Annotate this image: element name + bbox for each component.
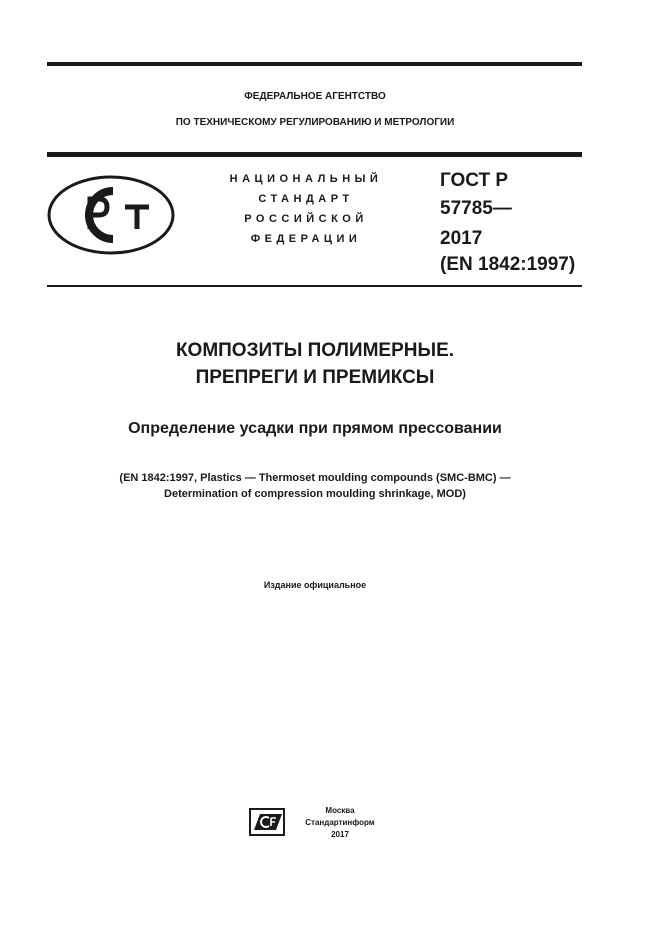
- publisher-name: Стандартинформ: [305, 818, 375, 827]
- rst-certification-logo-icon: [47, 175, 175, 255]
- gost-year: 2017: [440, 228, 483, 249]
- publisher-city: Москва: [325, 806, 355, 815]
- bottom-rule: [47, 285, 582, 287]
- edition-label: Издание официальное: [263, 580, 367, 590]
- publisher-year: 2017: [331, 830, 349, 839]
- national-line-1: НАЦИОНАЛЬНЫЙ: [229, 173, 383, 185]
- standartinform-logo-icon: [249, 808, 285, 836]
- agency-line-1: ФЕДЕРАЛЬНОЕ АГЕНТСТВО: [244, 91, 386, 102]
- top-rule: [47, 62, 582, 66]
- national-line-4: ФЕДЕРАЦИИ: [250, 233, 362, 245]
- page-subtitle: Определение усадки при прямом прессовании: [128, 420, 502, 437]
- middle-rule: [47, 152, 582, 157]
- gost-number: 57785—: [440, 198, 512, 219]
- page-title-line-1: КОМПОЗИТЫ ПОЛИМЕРНЫЕ.: [175, 340, 455, 361]
- national-line-3: РОССИЙСКОЙ: [244, 213, 368, 225]
- national-line-2: СТАНДАРТ: [258, 193, 354, 205]
- page-title-line-2: ПРЕПРЕГИ И ПРЕМИКСЫ: [195, 367, 435, 388]
- agency-line-2: ПО ТЕХНИЧЕСКОМУ РЕГУЛИРОВАНИЮ И МЕТРОЛОГИИ: [175, 117, 455, 128]
- en-reference-line-2: Determination of compression moulding shrinkage, MOD): [164, 488, 466, 500]
- en-reference-line-1: (EN 1842:1997, Plastics — Thermoset moulding compounds (SMC-BMC) —: [119, 472, 511, 484]
- gost-en-reference: (EN 1842:1997): [440, 254, 576, 275]
- gost-designation: ГОСТ Р: [440, 170, 509, 191]
